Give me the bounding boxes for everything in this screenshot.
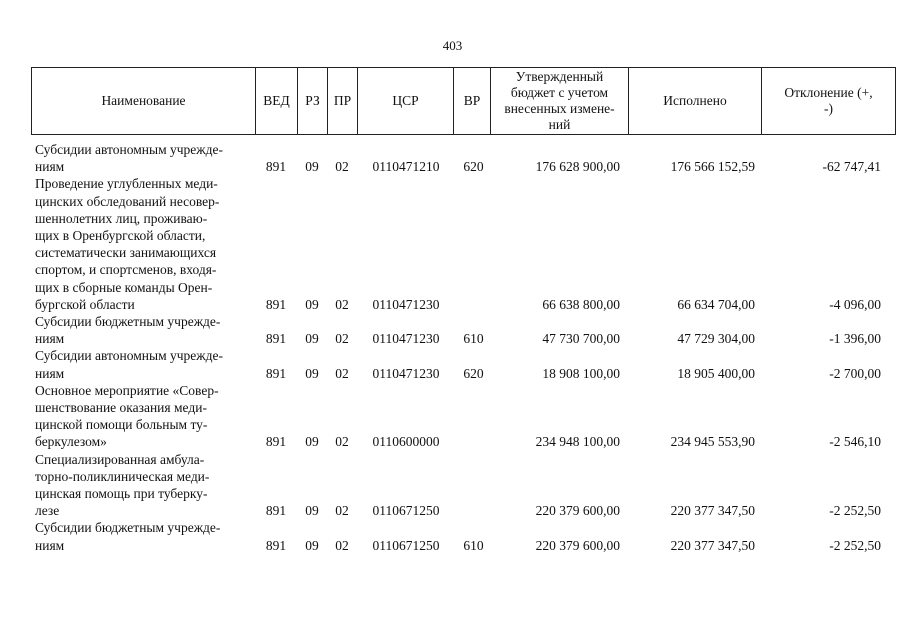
row-pr: 02 bbox=[335, 296, 349, 312]
row-deviation: -2 252,50 bbox=[829, 503, 881, 519]
row-budget: 66 638 800,00 bbox=[542, 296, 620, 312]
row-budget: 18 908 100,00 bbox=[542, 365, 620, 381]
header-name: Наименование bbox=[32, 68, 256, 134]
header-pr: ПР bbox=[328, 68, 358, 134]
header-budget: Утвержденный бюджет с учетом внесенных измене-ний bbox=[491, 68, 629, 134]
row-csr: 0110471230 bbox=[372, 296, 440, 312]
row-name: Основное мероприятие «Совер- шенствование оказания меди- цинской помощи больным ту- беркулезом» bbox=[35, 382, 219, 450]
row-ved: 891 bbox=[265, 434, 287, 450]
row-executed: 220 377 347,50 bbox=[670, 537, 755, 553]
table-row bbox=[0, 175, 905, 313]
row-vr: 620 bbox=[463, 365, 484, 381]
row-budget: 234 948 100,00 bbox=[535, 434, 620, 450]
row-rz: 09 bbox=[305, 537, 319, 553]
table-row bbox=[0, 141, 905, 175]
row-rz: 09 bbox=[305, 503, 319, 519]
table-row bbox=[0, 451, 905, 520]
row-pr: 02 bbox=[335, 434, 349, 450]
row-pr: 02 bbox=[335, 365, 349, 381]
row-csr: 0110671250 bbox=[372, 537, 440, 553]
row-budget: 220 379 600,00 bbox=[535, 537, 620, 553]
row-deviation: -2 700,00 bbox=[829, 365, 881, 381]
row-name: Субсидии автономным учрежде- ниям bbox=[35, 348, 223, 381]
row-ved: 891 bbox=[265, 365, 287, 381]
row-ved: 891 bbox=[265, 537, 287, 553]
table-row bbox=[0, 313, 905, 347]
header-vr: ВР bbox=[454, 68, 491, 134]
header-executed: Исполнено bbox=[629, 68, 762, 134]
table-header bbox=[31, 67, 896, 135]
row-pr: 02 bbox=[335, 503, 349, 519]
row-rz: 09 bbox=[305, 296, 319, 312]
row-executed: 18 905 400,00 bbox=[677, 365, 755, 381]
row-csr: 0110600000 bbox=[372, 434, 440, 450]
row-pr: 02 bbox=[335, 331, 349, 347]
row-name: Субсидии бюджетным учрежде- ниям bbox=[35, 313, 221, 347]
row-rz: 09 bbox=[305, 159, 319, 175]
row-executed: 66 634 704,00 bbox=[677, 296, 755, 312]
row-deviation: -62 747,41 bbox=[822, 159, 881, 175]
row-name: Проведение углубленных меди- цинских обследований несовер- шеннолетних лиц, проживаю- щих в Оренбургской области, систематически занимающихся спортом, и спортсменов, входя- щих в сборные команды Орен- бургской области bbox=[35, 176, 220, 312]
row-executed: 220 377 347,50 bbox=[670, 503, 755, 519]
header-ved: ВЕД bbox=[256, 68, 298, 134]
row-csr: 0110471210 bbox=[372, 159, 440, 175]
row-name: Субсидии автономным учрежде- ниям bbox=[35, 142, 223, 175]
row-csr: 0110471230 bbox=[372, 331, 440, 347]
row-name: Субсидии бюджетным учрежде- ниям bbox=[35, 520, 221, 553]
row-rz: 09 bbox=[305, 434, 319, 450]
row-budget: 47 730 700,00 bbox=[542, 331, 620, 347]
row-csr: 0110471230 bbox=[372, 365, 440, 381]
table-row bbox=[0, 347, 905, 381]
row-vr: 610 bbox=[463, 537, 484, 553]
row-deviation: -1 396,00 bbox=[829, 331, 881, 347]
row-ved: 891 bbox=[265, 331, 287, 347]
header-csr: ЦСР bbox=[358, 68, 454, 134]
row-executed: 47 729 304,00 bbox=[677, 331, 755, 347]
row-deviation: -2 546,10 bbox=[829, 434, 881, 450]
row-rz: 09 bbox=[305, 331, 319, 347]
table-row bbox=[0, 382, 905, 451]
row-name: Специализированная амбула- торно-поликлиническая меди- цинская помощь при туберку- лезе bbox=[35, 451, 210, 519]
table-body bbox=[0, 141, 905, 554]
row-csr: 0110671250 bbox=[372, 503, 440, 519]
row-ved: 891 bbox=[265, 503, 287, 519]
page-number: 403 bbox=[442, 38, 463, 53]
row-ved: 891 bbox=[265, 159, 287, 175]
row-ved: 891 bbox=[265, 296, 287, 312]
row-executed: 234 945 553,90 bbox=[670, 434, 755, 450]
row-budget: 220 379 600,00 bbox=[535, 503, 620, 519]
row-rz: 09 bbox=[305, 365, 319, 381]
row-pr: 02 bbox=[335, 159, 349, 175]
row-vr: 610 bbox=[463, 331, 484, 347]
header-deviation: Отклонение (+, -) bbox=[784, 85, 873, 116]
row-pr: 02 bbox=[335, 537, 349, 553]
row-deviation: -4 096,00 bbox=[829, 296, 881, 312]
row-vr: 620 bbox=[463, 159, 484, 175]
table-row bbox=[0, 519, 905, 553]
row-executed: 176 566 152,59 bbox=[670, 159, 755, 175]
row-deviation: -2 252,50 bbox=[829, 537, 881, 553]
header-rz: РЗ bbox=[298, 68, 328, 134]
row-budget: 176 628 900,00 bbox=[535, 159, 620, 175]
